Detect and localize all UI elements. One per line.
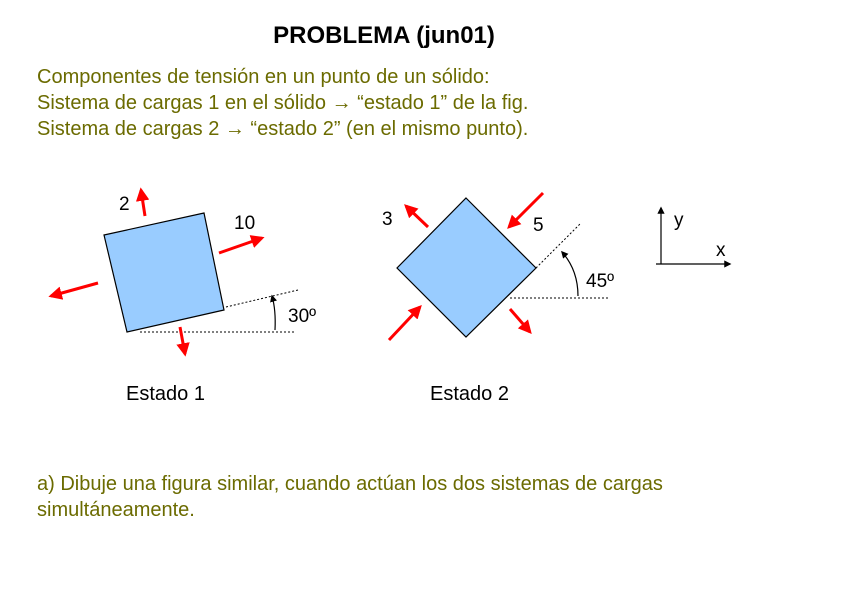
y-axis-label: y — [674, 210, 684, 231]
estado1-shear-arrow-bottom — [180, 327, 185, 354]
estado2-compression-arrow-bottom-left — [389, 307, 420, 340]
estado2-normal-label: 5 — [533, 215, 544, 236]
estado2-caption: Estado 2 — [430, 383, 509, 405]
intro-line: Sistema de cargas 1 en el sólido → “estado 1” de la fig. — [37, 92, 529, 114]
page-title: PROBLEMA (jun01) — [273, 22, 495, 49]
estado1-angle-label: 30º — [288, 306, 317, 327]
estado1-diagram — [51, 190, 316, 354]
estado1-shear-arrow-top — [141, 190, 145, 216]
estado2-diagram — [382, 193, 614, 340]
estado1-inclined-reference — [226, 290, 298, 307]
estado2-shear-arrow-top-left — [406, 206, 428, 227]
estado1-element — [104, 213, 224, 332]
estado1-angle-arc — [272, 296, 275, 330]
estado2-angle-arc — [562, 252, 578, 296]
intro-line: Sistema de cargas 2 → “estado 2” (en el mismo punto). — [37, 118, 529, 140]
estado2-shear-arrow-bottom-right — [510, 309, 530, 332]
x-axis-label: x — [716, 240, 726, 261]
estado1-normal-arrow-left — [51, 283, 98, 296]
coordinate-axes — [656, 208, 730, 264]
intro-line: Componentes de tensión en un punto de un sólido: — [37, 66, 490, 88]
estado1-normal-label: 10 — [234, 213, 256, 234]
question-a: a) Dibuje una figura similar, cuando actúan los dos sistemas de cargas simultáneamente. — [37, 473, 663, 521]
estado1-normal-arrow-right — [219, 238, 262, 253]
estado2-shear-label: 3 — [382, 209, 393, 230]
estado2-angle-label: 45º — [586, 271, 615, 292]
estado1-shear-label: 2 — [119, 194, 130, 215]
estado1-caption: Estado 1 — [126, 383, 205, 405]
